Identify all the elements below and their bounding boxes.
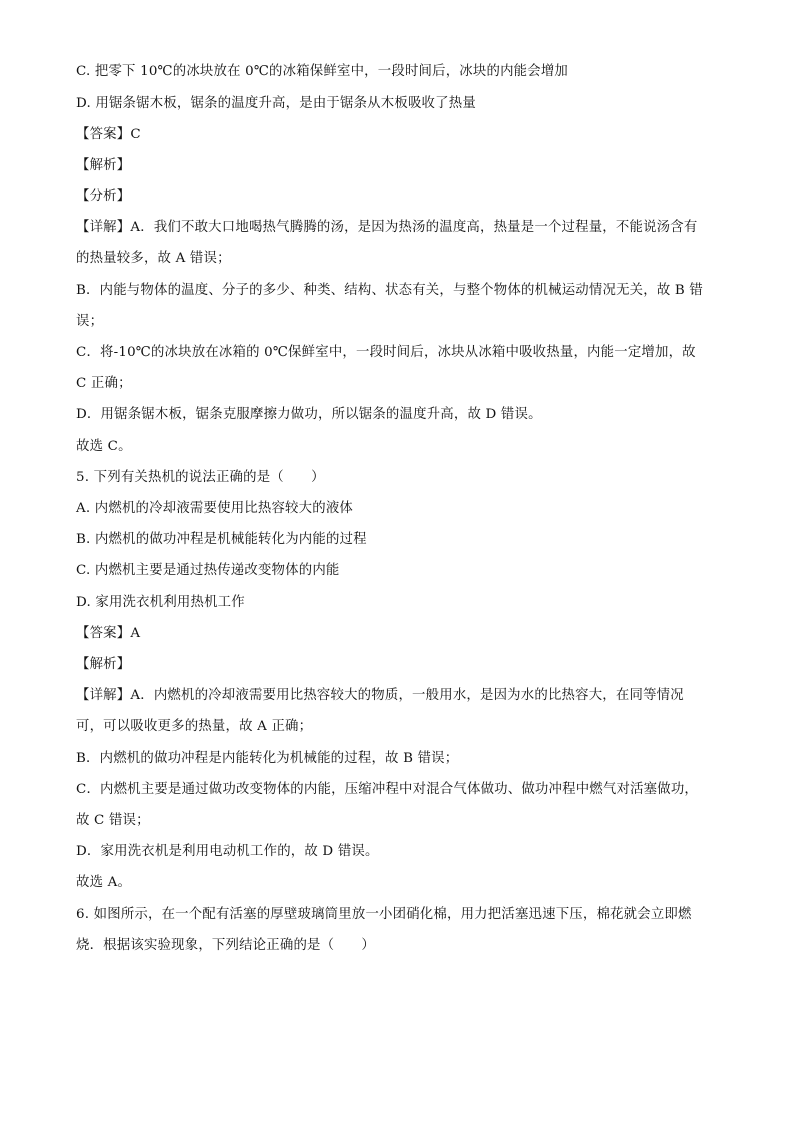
conclusion-line: 故选 C。 [76, 439, 132, 454]
analysis-label: 【解析】 [76, 158, 131, 173]
question-5-option-a: A. 内燃机的冷却液需要使用比热容较大的液体 [76, 501, 354, 516]
explanation-line: 【详解】A．内燃机的冷却液需要用比热容较大的物质，一般用水，是因为水的比热容大，在同等情况 [76, 688, 684, 703]
subanalysis-label: 【分析】 [76, 189, 131, 204]
question-5-option-d: D. 家用洗衣机利用热机工作 [76, 595, 245, 610]
conclusion-line: 故选 A。 [76, 875, 132, 890]
question-5-option-b: B. 内燃机的做功冲程是机械能转化为内能的过程 [76, 532, 367, 547]
question-4-option-c: C. 把零下 10℃的冰块放在 0℃的冰箱保鲜室中，一段时间后，冰块的内能会增加 [76, 64, 569, 79]
answer-label: 【答案】A [76, 626, 141, 641]
explanation-line: 的热量较多，故 A 错误； [76, 251, 231, 266]
question-4-option-d: D. 用锯条锯木板，锯条的温度升高，是由于锯条从木板吸收了热量 [76, 96, 476, 111]
explanation-line: B．内能与物体的温度、分子的多少、种类、结构、状态有关，与整个物体的机械运动情况无关，故 B 错 [76, 283, 703, 298]
explanation-line: D．用锯条锯木板，锯条克服摩擦力做功，所以锯条的温度升高，故 D 错误。 [76, 407, 542, 422]
answer-label: 【答案】C [76, 127, 141, 142]
explanation-line: 【详解】A．我们不敢大口地喝热气腾腾的汤，是因为热汤的温度高，热量是一个过程量，不能说汤含有 [76, 220, 698, 235]
explanation-line: C．内燃机主要是通过做功改变物体的内能，压缩冲程中对混合气体做功、做功冲程中燃气对活塞做功， [76, 782, 699, 797]
explanation-line: D．家用洗衣机是利用电动机工作的，故 D 错误。 [76, 844, 379, 859]
explanation-line: C 正确； [76, 376, 132, 391]
question-5-stem: 5. 下列有关热机的说法正确的是（ ） [76, 470, 325, 485]
explanation-line: 误； [76, 314, 104, 329]
question-5-option-c: C. 内燃机主要是通过热传递改变物体的内能 [76, 563, 340, 578]
explanation-line: 故 C 错误； [76, 813, 150, 828]
question-6-stem: 烧．根据该实验现象，下列结论正确的是（ ） [76, 938, 375, 953]
analysis-label: 【解析】 [76, 657, 131, 672]
explanation-line: B．内燃机的做功冲程是内能转化为机械能的过程，故 B 错误； [76, 751, 459, 766]
explanation-line: 可，可以吸收更多的热量，故 A 正确； [76, 719, 313, 734]
question-6-stem: 6. 如图所示，在一个配有活塞的厚壁玻璃筒里放一小团硝化棉，用力把活塞迅速下压，棉花就会立即燃 [76, 907, 692, 922]
explanation-line: C．将-10℃的冰块放在冰箱的 0℃保鲜室中，一段时间后，冰块从冰箱中吸收热量，内能一定增加，故 [76, 345, 696, 360]
